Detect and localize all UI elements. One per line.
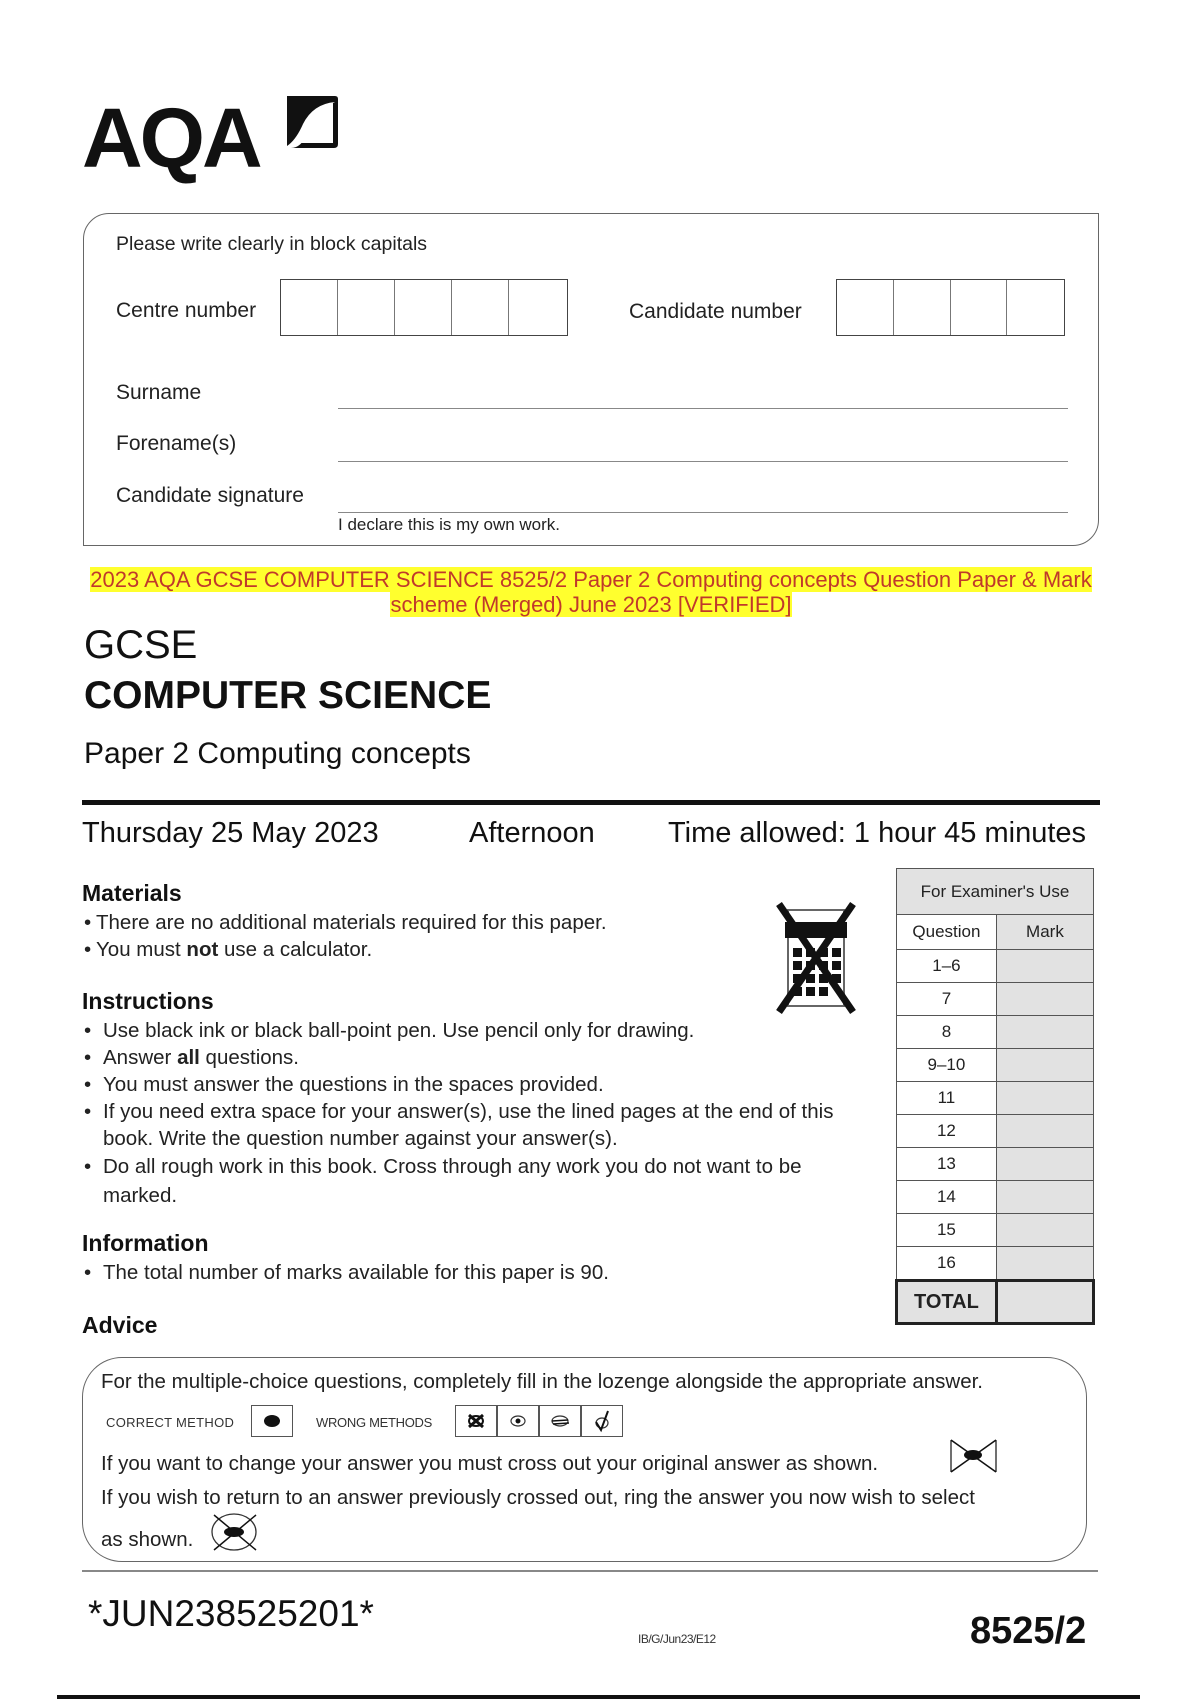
table-row <box>897 1181 1094 1214</box>
information-heading: Information <box>82 1230 209 1256</box>
advice-line-return-answer: If you wish to return to an answer previously crossed out, ring the answer you now wish to select <box>101 1486 975 1509</box>
total-mark-cell <box>996 1281 1093 1324</box>
ringed-lozenge-icon <box>206 1510 262 1554</box>
centre-digit-box[interactable] <box>509 280 566 335</box>
question-cell: 1–6 <box>897 950 997 983</box>
reference-code: IB/G/Jun23/E12 <box>638 1632 716 1646</box>
total-label: TOTAL <box>897 1281 997 1324</box>
time-allowed: Time allowed: 1 hour 45 minutes <box>668 817 1087 849</box>
examiners-use-table <box>895 868 1095 1325</box>
tick-mark-icon <box>582 1406 624 1438</box>
table-row <box>897 1049 1094 1082</box>
mark-cell <box>996 1115 1093 1148</box>
question-cell: 13 <box>897 1148 997 1181</box>
scribble-mark-icon <box>540 1406 582 1438</box>
dot-mark-icon <box>498 1406 540 1438</box>
question-cell: 16 <box>897 1247 997 1281</box>
table-row <box>897 1247 1094 1281</box>
filled-lozenge-icon <box>252 1406 294 1438</box>
dot-lozenge-example <box>497 1405 539 1437</box>
paper-code: 8525/2 <box>970 1610 1087 1652</box>
surname-label: Surname <box>116 381 202 404</box>
candidate-digit-box[interactable] <box>1007 280 1064 335</box>
instructions-list <box>82 1017 872 1210</box>
advice-line-as-shown: as shown. <box>101 1528 194 1551</box>
tick-lozenge-example <box>581 1405 623 1437</box>
mark-cell <box>996 983 1093 1016</box>
list-item: • The total number of marks available for this paper is 90. <box>82 1259 609 1286</box>
qualification-title: GCSE <box>84 623 198 667</box>
mark-cell <box>996 1181 1093 1214</box>
wrong-methods-label: WRONG METHODS <box>316 1415 432 1430</box>
subject-title: COMPUTER SCIENCE <box>84 674 492 717</box>
correct-method-example <box>251 1405 293 1437</box>
centre-digit-box[interactable] <box>395 280 452 335</box>
footer-divider <box>82 1570 1098 1572</box>
table-row <box>897 983 1094 1016</box>
list-item: • Do all rough work in this book. Cross through any work you do not want to be marked. <box>82 1152 872 1210</box>
list-item: • Use black ink or black ball-point pen. Use pencil only for drawing. <box>82 1017 872 1044</box>
crossed-lozenge-example <box>455 1405 497 1437</box>
cross-mark-icon <box>456 1406 498 1438</box>
aqa-leaf-icon <box>283 94 339 150</box>
table-row <box>897 1115 1094 1148</box>
table-row <box>897 1082 1094 1115</box>
instructions-heading: Instructions <box>82 988 214 1014</box>
question-cell: 8 <box>897 1016 997 1049</box>
question-cell: 12 <box>897 1115 997 1148</box>
examiner-table-title: For Examiner's Use <box>897 869 1094 915</box>
table-row <box>897 950 1094 983</box>
mark-cell <box>996 1214 1093 1247</box>
centre-digit-box[interactable] <box>452 280 509 335</box>
table-row <box>897 1148 1094 1181</box>
information-list <box>82 1259 609 1286</box>
mark-cell <box>996 1247 1093 1281</box>
signature-label: Candidate signature <box>116 484 304 507</box>
list-item: • If you need extra space for your answer(s), use the lined pages at the end of this book. Write the question number against your answer(s). <box>82 1098 872 1152</box>
question-column-header: Question <box>897 915 997 950</box>
materials-heading: Materials <box>82 880 182 906</box>
advice-line-fill-lozenge: For the multiple-choice questions, completely fill in the lozenge alongside the appropriate answer. <box>101 1370 984 1393</box>
candidate-digit-box[interactable] <box>837 280 894 335</box>
correct-method-label: CORRECT METHOD <box>106 1415 235 1430</box>
paper-title: Paper 2 Computing concepts <box>84 737 471 770</box>
surname-line[interactable] <box>338 380 1068 409</box>
question-cell: 15 <box>897 1214 997 1247</box>
centre-digit-box[interactable] <box>281 280 338 335</box>
centre-number-field[interactable] <box>280 279 568 336</box>
centre-digit-box[interactable] <box>338 280 395 335</box>
forename-label: Forename(s) <box>116 432 237 455</box>
exam-date: Thursday 25 May 2023 <box>82 817 379 849</box>
candidate-number-field[interactable] <box>836 279 1065 336</box>
mark-cell <box>996 1082 1093 1115</box>
aqa-logo-text: AQA <box>82 91 260 185</box>
banner-text: 2023 AQA GCSE COMPUTER SCIENCE 8525/2 Paper 2 Computing concepts Question Paper & Mark scheme (Merged) June 2023 [VERIFIED] <box>90 567 1092 617</box>
barcode-text: *JUN238525201* <box>88 1593 374 1634</box>
list-item: • You must answer the questions in the spaces provided. <box>82 1071 872 1098</box>
exam-session: Afternoon <box>469 817 595 849</box>
no-calculator-icon <box>773 900 859 1015</box>
forename-line[interactable] <box>338 433 1068 462</box>
candidate-digit-box[interactable] <box>951 280 1008 335</box>
document-title-banner <box>82 567 1100 617</box>
question-cell: 9–10 <box>897 1049 997 1082</box>
candidate-number-label: Candidate number <box>629 300 802 323</box>
crossed-out-lozenge-icon <box>948 1437 1000 1475</box>
advice-heading: Advice <box>82 1312 158 1338</box>
mark-cell <box>996 1049 1093 1082</box>
question-cell: 14 <box>897 1181 997 1214</box>
wrong-methods-examples <box>455 1405 623 1437</box>
list-item: • There are no additional materials required for this paper. <box>82 909 607 936</box>
list-item: • You must not use a calculator. <box>82 936 607 963</box>
table-row <box>897 1016 1094 1049</box>
signature-line[interactable] <box>338 484 1068 513</box>
advice-line-change-answer: If you want to change your answer you must cross out your original answer as shown. <box>101 1452 879 1475</box>
declaration-text: I declare this is my own work. <box>338 515 561 534</box>
page-edge-rule <box>57 1695 1140 1699</box>
list-item: • Answer all questions. <box>82 1044 872 1071</box>
candidate-digit-box[interactable] <box>894 280 951 335</box>
mark-cell <box>996 950 1093 983</box>
question-cell: 7 <box>897 983 997 1016</box>
centre-number-label: Centre number <box>116 299 257 322</box>
block-capitals-instruction: Please write clearly in block capitals <box>116 233 428 255</box>
total-row <box>897 1281 1094 1324</box>
question-cell: 11 <box>897 1082 997 1115</box>
materials-list <box>82 909 607 963</box>
scribble-lozenge-example <box>539 1405 581 1437</box>
mark-cell <box>996 1016 1093 1049</box>
mark-cell <box>996 1148 1093 1181</box>
table-row <box>897 1214 1094 1247</box>
title-divider <box>82 800 1100 805</box>
mark-column-header: Mark <box>996 915 1093 950</box>
